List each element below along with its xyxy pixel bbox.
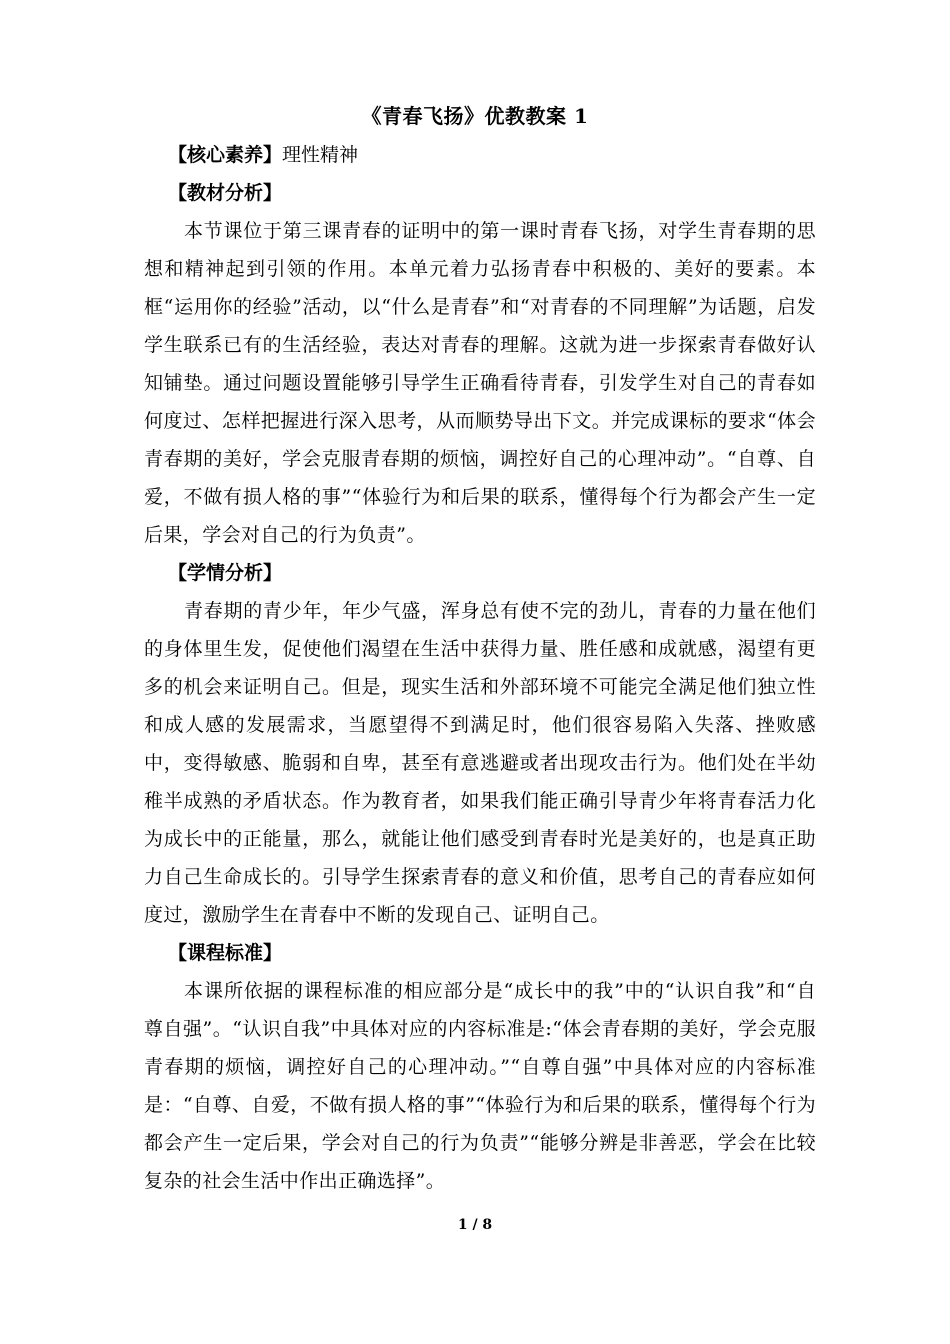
section-heading-learner-analysis: 【学情分析】 <box>168 562 283 584</box>
section-heading-textbook-analysis: 【教材分析】 <box>168 182 283 204</box>
document-body <box>144 136 816 1200</box>
section-text-learner-analysis: 青春期的青少年，年少气盛，浑身总有使不完的劲儿，青春的力量在他们的身体里生发，促使他们渴望在生活中获得力量、胜任感和成就感，渴望有更多的机会来证明自己。但是，现实生活和外部环境不可能完全满足他们独立性和成人感的发展需求，当愿望得不到满足时，他们很容易陷入失落、挫败感中，变得敏感、脆弱和自卑，甚至有意逃避或者出现攻击行为。他们处在半幼稚半成熟的矛盾状态。作为教育者，如果我们能正确引导青少年将青春活力化为成长中的正能量，那么，就能让他们感受到青春时光是美好的，也是真正助力自己生命成长的。引导学生探索青春的意义和价值，思考自己的青春应如何度过，激励学生在青春中不断的发现自己、证明自己。 <box>144 600 816 926</box>
section-text-curriculum-standard: 本课所依据的课程标准的相应部分是“成长中的我”中的“认识自我”和“自尊自强”。“认识自我”中具体对应的内容标准是:“体会青春期的美好，学会克服青春期的烦恼，调控好自己的心理冲动。”“自尊自强”中具体对应的内容标准是：“自尊、自爱，不做有损人格的事”“体验行为和后果的联系，懂得每个行为都会产生一定后果，学会对自己的行为负责”“能够分辨是非善恶，学会在比较复杂的社会生活中作出正确选择”。 <box>144 980 816 1192</box>
document-title: 《青春飞扬》优教教案 1 <box>361 104 589 128</box>
core-literacy-label: 【核心素养】 <box>168 144 283 166</box>
section-text-textbook-analysis: 本节课位于第三课青春的证明中的第一课时青春飞扬，对学生青春期的思想和精神起到引领的作用。本单元着力弘扬青春中积极的、美好的要素。本框“运用你的经验”活动，以“什么是青春”和“对青春的不同理解”为话题，启发学生联系已有的生活经验，表达对青春的理解。这就为进一步探索青春做好认知铺垫。通过问题设置能够引导学生正确看待青春，引发学生对自己的青春如何度过、怎样把握进行深入思考，从而顺势导出下文。并完成课标的要求“体会青春期的美好，学会克服青春期的烦恼，调控好自己的心理冲动”。“自尊、自爱，不做有损人格的事”“体验行为和后果的联系，懂得每个行为都会产生一定后果，学会对自己的行为负责”。 <box>144 220 816 546</box>
core-literacy-value: 理性精神 <box>282 144 359 166</box>
section-heading-curriculum-standard: 【课程标准】 <box>168 942 283 964</box>
page-number: 1 / 8 <box>457 1217 493 1233</box>
core-literacy-line <box>144 136 816 174</box>
